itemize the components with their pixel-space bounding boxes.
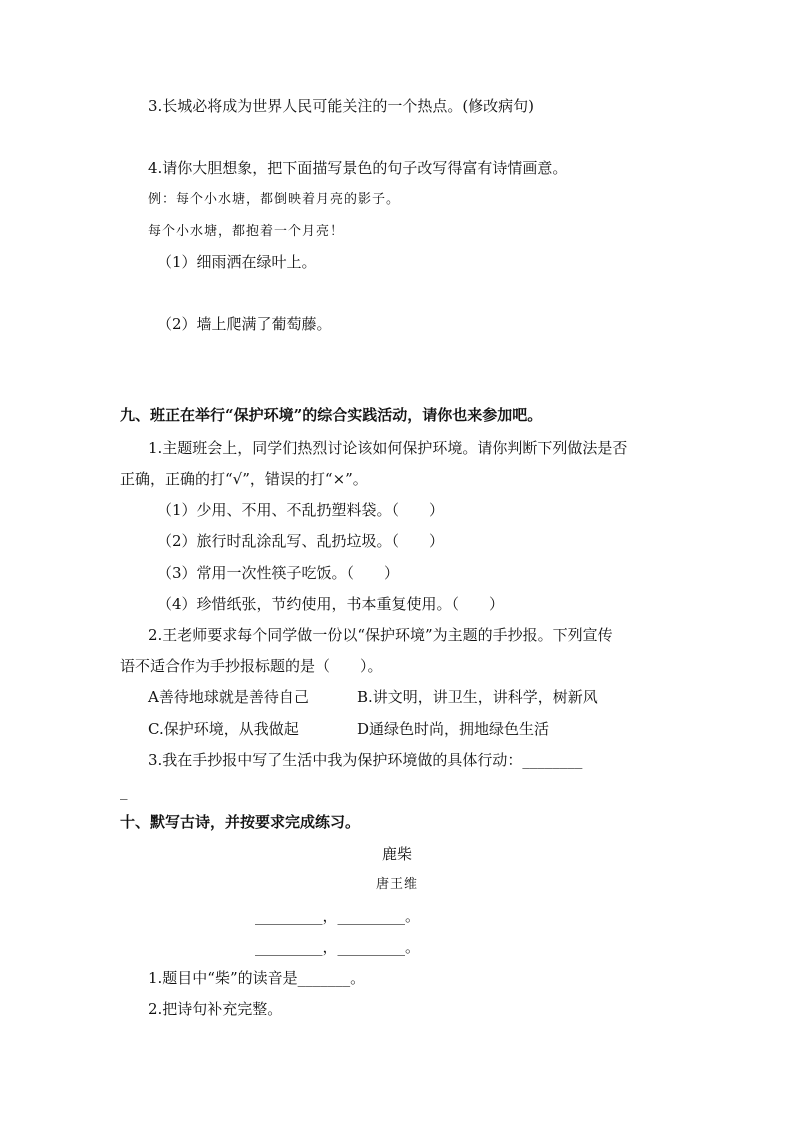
section-9-q1-line2: 正确，正确的打“√”，错误的打“×”。 — [120, 470, 368, 488]
example-sentence-original: 例：每个小水塘，都倒映着月亮的影子。 — [148, 192, 401, 207]
judgement-item-3: （3）常用一次性筷子吃饭。（ ） — [157, 564, 400, 582]
judgement-item-2: （2）旅行时乱涂乱写、乱扔垃圾。（ ） — [157, 532, 445, 550]
section-9-q2-line2: 语不适合作为手抄报标题的是（ ）。 — [120, 657, 383, 675]
section-10-q2: 2.把诗句补充完整。 — [148, 1000, 283, 1018]
sub-question-1: （1）细雨洒在绿叶上。 — [157, 253, 317, 271]
judgement-item-1: （1）少用、不用、不乱扔塑料袋。（ ） — [157, 501, 445, 519]
choice-option-c: C.保护环境，从我做起 — [148, 720, 299, 738]
section-9-q3: 3.我在手抄报中写了生活中我为保护环境做的具体行动：________ — [148, 751, 583, 769]
poem-title: 鹿柴 — [381, 845, 412, 863]
choice-option-d: D通绿色时尚，拥地绿色生活 — [357, 720, 550, 738]
sub-question-2: （2）墙上爬满了葡萄藤。 — [157, 315, 332, 333]
poem-blank-line-1: _________，_________。 — [255, 907, 421, 925]
example-sentence-rewritten: 每个小水塘，都抱着一个月亮！ — [148, 224, 345, 239]
section-10-q1: 1.题目中“柴”的读音是_______。 — [148, 969, 366, 987]
section-9-q3-continuation: _ — [120, 782, 128, 800]
choice-option-a: A善待地球就是善待自己 — [148, 688, 309, 706]
section-9-q2-line1: 2.王老师要求每个同学做一份以“保护环境”为主题的手抄报。下列宣传 — [148, 626, 613, 644]
question-4-rewrite-prompt: 4.请你大胆想象，把下面描写景色的句子改写得富有诗情画意。 — [148, 159, 568, 177]
section-10-heading: 十、默写古诗，并按要求完成练习。 — [120, 813, 361, 831]
section-9-heading: 九、班正在举行“保护环境”的综合实践活动，请你也来参加吧。 — [120, 406, 543, 424]
section-9-q1-line1: 1.主题班会上，同学们热烈讨论该如何保护环境。请你判断下列做法是否 — [148, 439, 628, 457]
question-3-revise-sentence: 3.长城必将成为世界人民可能关注的一个热点。(修改病句) — [148, 97, 535, 115]
judgement-item-4: （4）珍惜纸张，节约使用，书本重复使用。（ ） — [157, 595, 505, 613]
poem-author: 唐王维 — [375, 877, 418, 892]
choice-option-b: B.讲文明，讲卫生，讲科学，树新风 — [357, 688, 598, 706]
poem-blank-line-2: _________，_________。 — [255, 938, 421, 956]
